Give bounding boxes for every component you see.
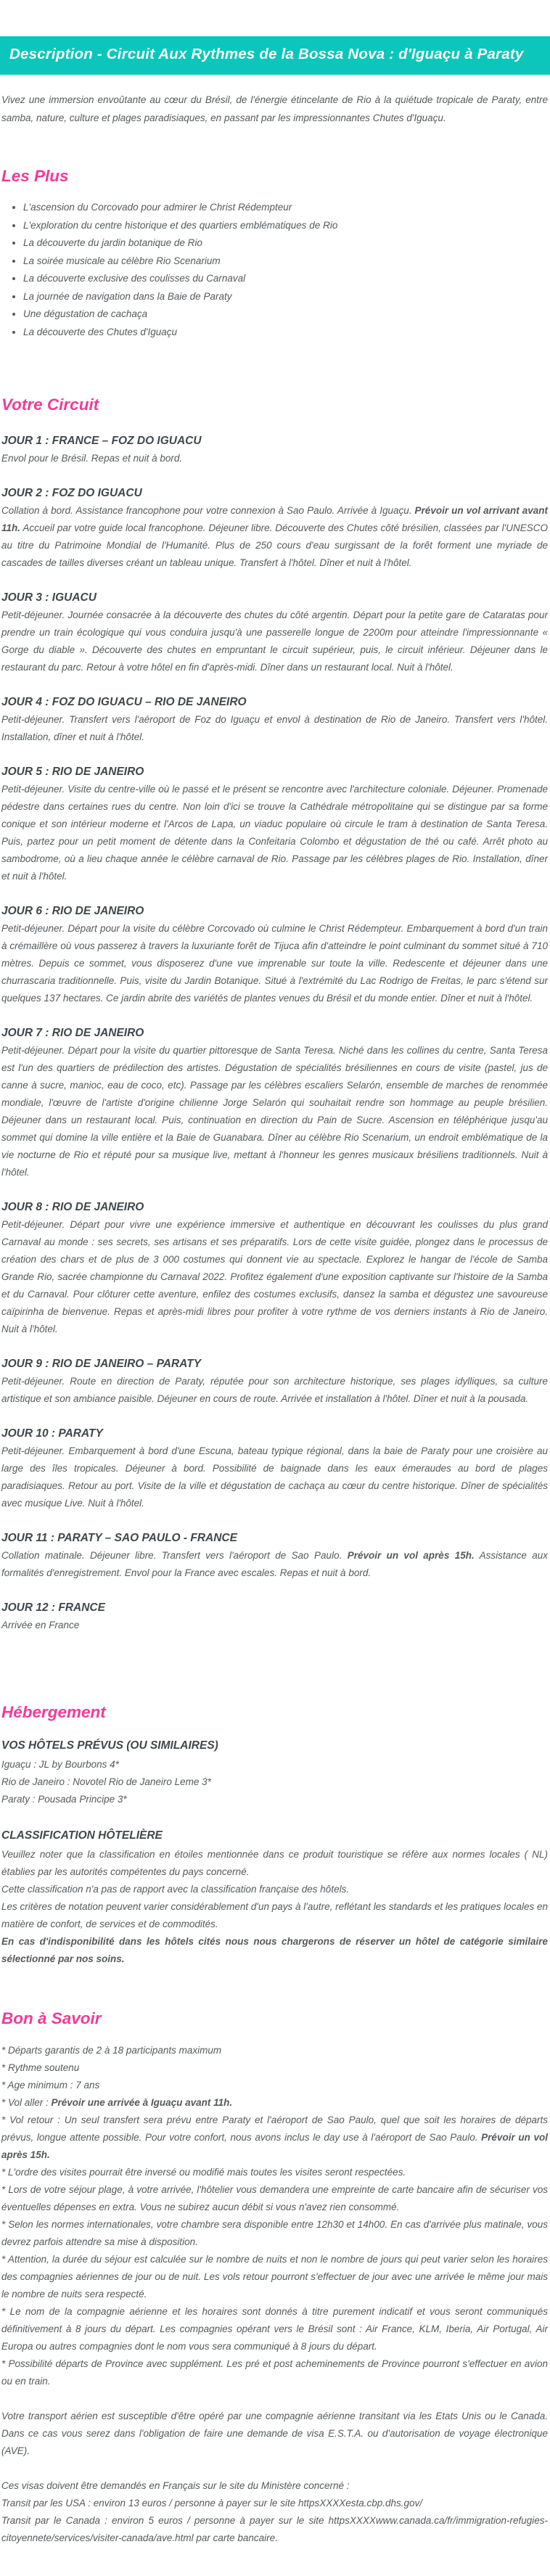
- day-title: JOUR 6 : RIO DE JANEIRO: [1, 905, 144, 917]
- day-block: [1, 763, 548, 885]
- day-description: Petit-déjeuner. Embarquement à bord d'une Escuna, bateau typique régional, dans la baie de Paraty pour une croisière au large des îles tropicales. Déjeuner à bord. Possibilité de baignade dans les eaux émeraudes au bord de plages paradisiaques. Retour au port. Visite de la ville et dégustation de cachaça au cœur du centre historique. Dîner de spécialités avec musique Live. Nuit à l'hôtel.: [1, 1445, 548, 1509]
- hotels-title: VOS HÔTELS PRÉVUS (OU SIMILAIRES): [1, 1739, 218, 1752]
- day-block: [1, 1599, 548, 1634]
- day-block: [1, 1355, 548, 1408]
- day-description: Collation matinale. Déjeuner libre. Transfert vers l'aéroport de Sao Paulo. Prévoir un vol après 15h. Assistance aux formalités d'enregistrement. Envol pour la France avec escales. Repas et nuit à bord.: [1, 1550, 548, 1578]
- day-description: Petit-déjeuner. Transfert vers l'aéroport de Foz do Iguaçu et envol à destination de Rio de Janeiro. Transfert vers l'hôtel. Installation, dîner et nuit à l'hôtel.: [1, 714, 548, 742]
- day-title: JOUR 9 : RIO DE JANEIRO – PARATY: [1, 1358, 202, 1370]
- hotel-line: Iguaçu : JL by Bourbons 4*: [1, 1759, 119, 1770]
- day-description: Petit-déjeuner. Journée consacrée à la découverte des chutes du côté argentin. Départ pour la petite gare de Cataratas pour prendre un train écologique qui vous conduira jusqu'à une passerelle longue de 2200m pour atteindre l'impressionnante « Gorge du diable ». Découverte des chutes en empruntant le circuit supérieur, puis, le circuit inférieur. Déjeuner dans le restaurant du parc. Retour à votre hôtel en fin d'après-midi. Dîner dans un restaurant local. Nuit à l'hôtel.: [1, 610, 548, 673]
- bon-a-savoir-heading: Bon à Savoir: [1, 2009, 102, 2027]
- day-description: Petit-déjeuner. Visite du centre-ville où le passé et le présent se rencontre avec l'architecture coloniale. Déjeuner. Promenade pédestre dans certaines rues du centre. Non loin d'ici se trouve la Cathédrale métropolitaine qui se distingue par sa forme conique et son intérieur moderne et l'Arcos de Lapa, un viaduc populaire où circule le tram à destination de Santa Teresa. Puis, partez pour un petit moment de détente dans la Confeitaria Colombo et dégustation de thé ou café. Arrêt photo au sambodrome, où a lieu chaque année le célèbre carnaval de Rio. Passage par les célèbres plages de Rio. Installation, dîner et nuit à l'hôtel.: [1, 784, 548, 882]
- day-title: JOUR 1 : FRANCE – FOZ DO IGUACU: [1, 435, 202, 447]
- classification-title: CLASSIFICATION HÔTELIÈRE: [1, 1829, 163, 1842]
- day-description: Petit-déjeuner. Départ pour la visite du célèbre Corcovado où culmine le Christ Rédempteur. Embarquement à bord d'un train à crémaillère où vous passerez à travers la luxuriante forêt de Tijuca afin d'atteindre le point culminant du sommet situé à 710 mètres. Depuis ce sommet, vous disposerez d'une vue imprenable sur toute la ville. Redescente et déjeuner dans une churrascaria traditionnelle. Puis, visite du Jardin Botanique. Situé à l'extrémité du Lac Rodrigo de Freitas, le parc s'étend sur quelques 137 hectares. Ce jardin abrite des variétés de plantes venues du Brésil et du monde entier. Dîner et nuit à l'hôtel.: [1, 923, 548, 1004]
- visa-line: Ces visas doivent être demandés en Français sur le site du Ministère concerné :: [1, 2480, 350, 2491]
- day-block: [1, 432, 548, 467]
- les-plus-item: • La découverte du jardin botanique de Rio: [23, 234, 548, 253]
- circuit-heading: Votre Circuit: [1, 395, 99, 414]
- day-block: [1, 1425, 548, 1512]
- circuit-days: [1, 432, 548, 1634]
- note-item: * Rythme soutenu: [1, 2062, 80, 2073]
- hotels-list: [1, 1756, 548, 1808]
- day-block: [1, 589, 548, 676]
- description-banner: [0, 36, 550, 75]
- les-plus-item: • La découverte des Chutes d'Iguaçu: [23, 324, 548, 342]
- les-plus-item: • La soirée musicale au célèbre Rio Scenarium: [23, 253, 548, 271]
- les-plus-item: • L'exploration du centre historique et des quartiers emblématiques de Rio: [23, 217, 548, 235]
- visa-line: Transit par le Canada : environ 5 euros / personne à payer sur le site httpsXXXXwww.canada.ca/fr/immigration-refugies-citoyennete/services/visiter-canada/ave.html par carte bancaire.: [1, 2515, 548, 2543]
- classification-line: En cas d'indisponibilité dans les hôtels cités nous nous chargerons de réserver un hôtel de catégorie similaire sélectionné par nos soins.: [1, 1936, 548, 1964]
- day-description: Envol pour le Brésil. Repas et nuit à bord.: [1, 453, 183, 464]
- day-block: [1, 694, 548, 746]
- day-title: JOUR 8 : RIO DE JANEIRO: [1, 1201, 144, 1213]
- classification-line: Les critères de notation peuvent varier considérablement d'un pays à l'autre, reflétant les standards et les pratiques locales en matière de confort, de services et de commodités.: [1, 1901, 548, 1929]
- note-item: * Attention, la durée du séjour est calculée sur le nombre de nuits et non le nombre de jours qui peut varier selon les horaires des compagnies aériennes de jour ou de nuit. Les vols retour pourront s'effectuer de jour avec une arrivée le même jour mais le nombre de nuits sera respecté.: [1, 2254, 548, 2300]
- day-description: Collation à bord. Assistance francophone pour votre connexion à Sao Paulo. Arrivée à Iguaçu. Prévoir un vol arrivant avant 11h. Accueil par votre guide local francophone. Déjeuner libre. Découverte des Chutes côté brésilien, classées par l'UNESCO au titre du Patrimoine Mondial de l'Humanité. Plus de 250 cours d'eau surgissant de la forêt forment une myriade de cascades de tailles diverses créant un tableau unique. Transfert à l'hôtel. Dîner et nuit à l'hôtel.: [1, 505, 548, 568]
- note-item: * L'ordre des visites pourrait être inversé ou modifié mais toutes les visites seront respectées.: [1, 2167, 406, 2178]
- day-title: JOUR 5 : RIO DE JANEIRO: [1, 766, 144, 778]
- les-plus-heading: Les Plus: [1, 167, 69, 185]
- note-item: * Selon les normes internationales, votre chambre sera disponible entre 12h30 et 14h00. En cas d'arrivée plus matinale, vous devrez parfois attendre sa mise à disposition.: [1, 2219, 548, 2247]
- day-description: Petit-déjeuner. Départ pour la visite du quartier pittoresque de Santa Teresa. Niché dans les collines du centre, Santa Teresa est l'un des quartiers de prédilection des artistes. Dégustation de spécialités brésiliennes en cours de visite (pastel, jus de canne à sucre, manioc, eau de coco, etc). Passage par les célèbres escaliers Selarón, ensemble de marches de renommée mondiale, l'œuvre de l'artiste d'origine chilienne Jorge Selarón qui souhaitait rendre son hommage au peuple brésilien. Déjeuner dans un restaurant local. Puis, continuation en direction du Pain de Sucre. Ascension en téléphérique jusqu'au sommet qui domine la ville entière et la Baie de Guanabara. Dîner au célèbre Rio Scenarium, un endroit emblématique de la vie nocturne de Rio et réputé pour sa musique live, mettant à l'honneur les genres musicaux brésiliens traditionnels. Nuit à l'hôtel.: [1, 1045, 548, 1178]
- day-title: JOUR 4 : FOZ DO IGUACU – RIO DE JANEIRO: [1, 696, 247, 708]
- hotel-line: Rio de Janeiro : Novotel Rio de Janeiro Leme 3*: [1, 1776, 211, 1787]
- note-item: * Vol retour : Un seul transfert sera prévu entre Paraty et l'aéroport de Sao Paulo, quel que soit les horaires de départs prévus, longue attente possible. Pour votre confort, nous avons inclus le day use à l'aéroport de Sao Paulo. Prévoir un vol après 15h.: [1, 2114, 548, 2160]
- classification-line: Veuillez noter que la classification en étoiles mentionnée dans ce produit touristique se réfère aux normes locales ( NL) établies par les autorités compétentes du pays concerné.: [1, 1849, 548, 1877]
- section-hebergement: [1, 1702, 548, 1968]
- les-plus-item: • Une dégustation de cachaça: [23, 305, 548, 324]
- classification-lines: [1, 1846, 548, 1968]
- day-description: Petit-déjeuner. Route en direction de Paraty, réputée pour son architecture historique, ses plages idylliques, sa culture artistique et son ambiance paisible. Déjeuner en cours de route. Arrivée et installation à l'hôtel. Dîner et nuit à la pousada.: [1, 1376, 548, 1404]
- note-item: * Age minimum : 7 ans: [1, 2080, 100, 2091]
- les-plus-item: • La journée de navigation dans la Baie de Paraty: [23, 288, 548, 306]
- day-block: [1, 1025, 548, 1181]
- hotel-line: Paraty : Pousada Principe 3*: [1, 1794, 127, 1805]
- day-title: JOUR 7 : RIO DE JANEIRO: [1, 1027, 144, 1039]
- transport-note: Votre transport aérien est susceptible d'être opéré par une compagnie aérienne transitant via les Etats Unis ou le Canada. Dans ce cas vous serez dans l'obligation de faire une demande de visa E.S.T.A. ou d'autorisation de voyage électronique (AVE).: [1, 2411, 548, 2456]
- les-plus-item: • La découverte exclusive des coulisses du Carnaval: [23, 270, 548, 288]
- visa-block: [1, 2477, 548, 2547]
- visa-line: Transit par les USA : environ 13 euros / personne à payer sur le site httpsXXXXesta.cbp.dhs.gov/: [1, 2498, 423, 2509]
- day-block: [1, 903, 548, 1007]
- note-item: * Départs garantis de 2 à 18 participants maximum: [1, 2045, 222, 2056]
- day-title: JOUR 10 : PARATY: [1, 1427, 103, 1440]
- day-title: JOUR 3 : IGUACU: [1, 591, 97, 604]
- les-plus-item: • L'ascension du Corcovado pour admirer le Christ Rédempteur: [23, 199, 548, 217]
- notes-list: [1, 2042, 548, 2390]
- section-circuit: [1, 395, 548, 1634]
- intro-paragraph: Vivez une immersion envoûtante au cœur du Brésil, de l'énergie étincelante de Rio à la quiétude tropicale de Paraty, entre samba, nature, culture et plages paradisiaques, en passant par les impressionnantes Chutes d'Iguaçu.: [1, 94, 548, 123]
- classification-line: Cette classification n'a pas de rapport avec la classification française des hôtels.: [1, 1884, 350, 1895]
- section-les-plus: [1, 166, 548, 341]
- day-title: JOUR 11 : PARATY – SAO PAULO - FRANCE: [1, 1532, 237, 1544]
- hebergement-heading: Hébergement: [1, 1703, 106, 1721]
- day-block: [1, 1530, 548, 1582]
- les-plus-list: [1, 199, 548, 341]
- note-item: * Possibilité départs de Province avec supplément. Les pré et post acheminements de Province pourront s'effectuer en avion ou en train.: [1, 2358, 548, 2387]
- page-title: Description - Circuit Aux Rythmes de la Bossa Nova : d'Iguaçu à Paraty: [9, 46, 524, 62]
- day-block: [1, 485, 548, 572]
- note-item: * Vol aller : Prévoir une arrivée à Iguaçu avant 11h.: [1, 2097, 233, 2108]
- day-title: JOUR 12 : FRANCE: [1, 1601, 105, 1614]
- day-description: Petit-déjeuner. Départ pour vivre une expérience immersive et authentique en découvrant les coulisses du plus grand Carnaval au monde : ses secrets, ses artisans et ses préparatifs. Lors de cette visite guidée, plongez dans le processus de création des chars et de plus de 3 000 costumes qui donnent vie au spectacle. Explorez le hangar de l'école de Samba Grande Rio, sacrée championne du Carnaval 2022. Profitez également d'une exposition captivante sur l'histoire de la Samba et du Carnaval. Pour clôturer cette aventure, enfilez des costumes exclusifs, dansez la samba et dégustez une savoureuse caïpirinha de bienvenue. Repas et après-midi libres pour profiter à votre rythme de vos derniers instants à Rio de Janeiro. Nuit à l'hôtel.: [1, 1219, 548, 1334]
- note-item: * Lors de votre séjour plage, à votre arrivée, l'hôtelier vous demandera une empreinte de carte bancaire afin de sécuriser vos éventuelles dépenses en extra. Vous ne subirez aucun débit si vous n'avez rien consommé.: [1, 2184, 548, 2212]
- page-content: [0, 91, 550, 2547]
- note-item: * Le nom de la compagnie aérienne et les horaires sont donnés à titre purement indicatif et vous seront communiqués définitivement à 8 jours du départ. Les compagnies opérant vers le Brésil sont : Air France, KLM, Iberia, Air Portugal, Air Europa ou autres compagnies dont le nom vous sera communiqué à 8 jours du départ.: [1, 2306, 548, 2352]
- section-bon-a-savoir: [1, 2009, 548, 2547]
- day-block: [1, 1199, 548, 1338]
- day-title: JOUR 2 : FOZ DO IGUACU: [1, 487, 142, 499]
- day-description: Arrivée en France: [1, 1620, 80, 1630]
